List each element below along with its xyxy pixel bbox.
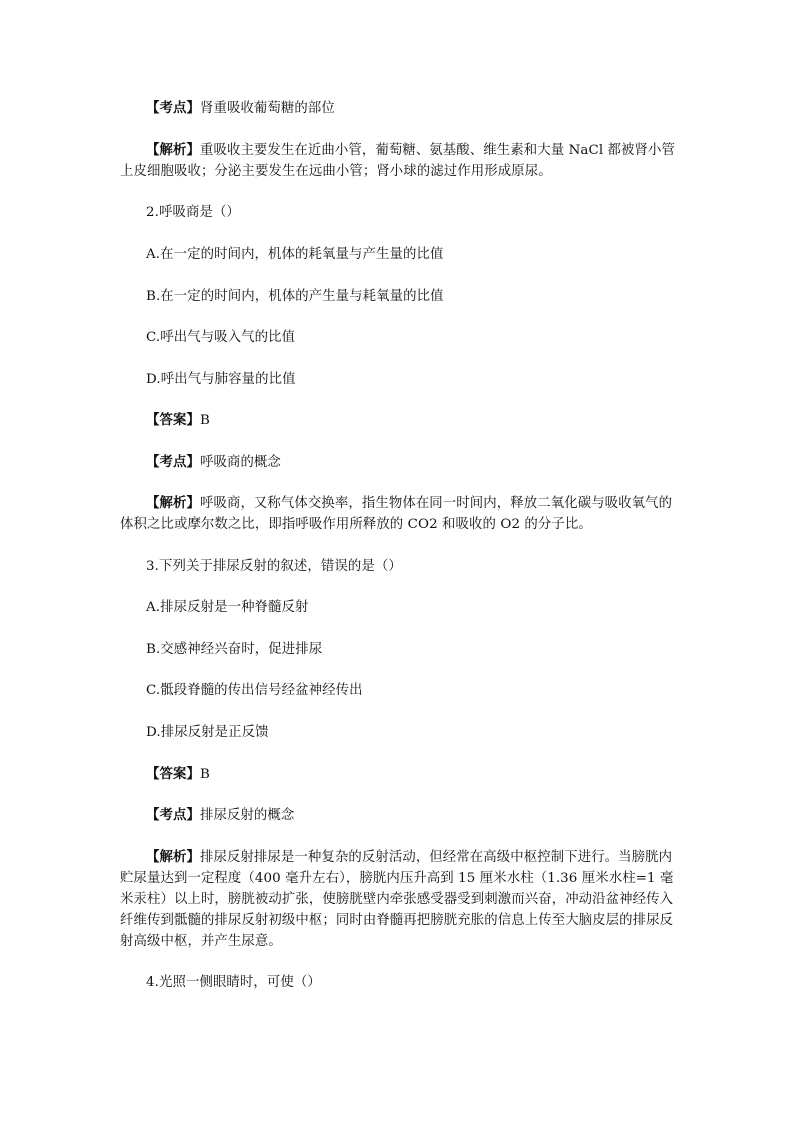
jiexi-block-3 (120, 847, 680, 952)
kaodian-label: 【考点】 (146, 454, 200, 470)
option-a (146, 244, 706, 265)
answer-text: B (199, 767, 210, 782)
jiexi-block-1 (120, 140, 680, 182)
kaodian-block-3 (120, 805, 680, 826)
option-c (146, 327, 706, 348)
kaodian-text: 排尿反射的概念 (199, 808, 295, 823)
option-d (146, 722, 706, 743)
option-c (146, 680, 706, 701)
kaodian-label: 【考点】 (146, 807, 200, 823)
option-b (146, 286, 706, 307)
question-text: 2.呼吸商是（） (146, 205, 240, 220)
option-text: D.呼出气与肺容量的比值 (146, 372, 296, 387)
jiexi-label: 【解析】 (146, 849, 200, 865)
question-4 (146, 972, 706, 993)
question-3 (146, 556, 706, 577)
option-a (146, 597, 706, 618)
answer-label: 【答案】 (146, 766, 200, 782)
answer-text: B (199, 413, 210, 428)
option-text: B.交感神经兴奋时，促进排尿 (146, 642, 323, 657)
jiexi-text: 重吸收主要发生在近曲小管，葡萄糖、氨基酸、维生素和大量 NaCl 都被肾小管上皮细胞吸收；分泌主要发生在远曲小管；肾小球的滤过作用形成原尿。 (120, 143, 676, 179)
option-text: D.排尿反射是正反馈 (146, 725, 269, 740)
option-b (146, 639, 706, 660)
kaodian-text: 肾重吸收葡萄糖的部位 (199, 101, 335, 116)
jiexi-text: 排尿反射排尿是一种复杂的反射活动，但经常在高级中枢控制下进行。当膀胱内贮尿量达到一定程度（400 毫升左右），膀胱内压升高到 15 厘米水柱（1.36 厘米水柱=1 毫米汞柱）以上时，膀胱被动扩张，使膀胱壁内牵张感受器受到刺激而兴奋，冲动沿盆神经传入纤维传到骶髓的排尿反射初级中枢；同时由脊髓再把膀胱充胀的信息上传至大脑皮层的排尿反射高级中枢，并产生尿意。 (120, 850, 674, 949)
jiexi-label: 【解析】 (146, 142, 200, 158)
answer-block-2 (120, 410, 680, 431)
question-text: 3.下列关于排尿反射的叙述，错误的是（） (146, 559, 402, 574)
jiexi-text: 呼吸商，又称气体交换率，指生物体在同一时间内，释放二氧化碳与吸收氧气的体积之比或摩尔数之比，即指呼吸作用所释放的 CO2 和吸收的 O2 的分子比。 (120, 496, 673, 532)
option-text: A.在一定的时间内，机体的耗氧量与产生量的比值 (146, 247, 444, 262)
jiexi-block-2 (120, 493, 680, 535)
question-text: 4.光照一侧眼睛时，可使（） (146, 975, 321, 990)
option-d (146, 369, 706, 390)
option-text: A.排尿反射是一种脊髓反射 (146, 600, 309, 615)
answer-block-3 (120, 764, 680, 785)
kaodian-block-2 (120, 452, 680, 473)
kaodian-text: 呼吸商的概念 (199, 455, 281, 470)
option-text: C.呼出气与吸入气的比值 (146, 330, 296, 345)
kaodian-label: 【考点】 (146, 100, 200, 116)
question-2 (146, 202, 706, 223)
option-text: C.骶段脊髓的传出信号经盆神经传出 (146, 683, 363, 698)
answer-label: 【答案】 (146, 412, 200, 428)
jiexi-label: 【解析】 (146, 495, 200, 511)
option-text: B.在一定的时间内，机体的产生量与耗氧量的比值 (146, 289, 444, 304)
kaodian-block-1 (120, 98, 680, 119)
